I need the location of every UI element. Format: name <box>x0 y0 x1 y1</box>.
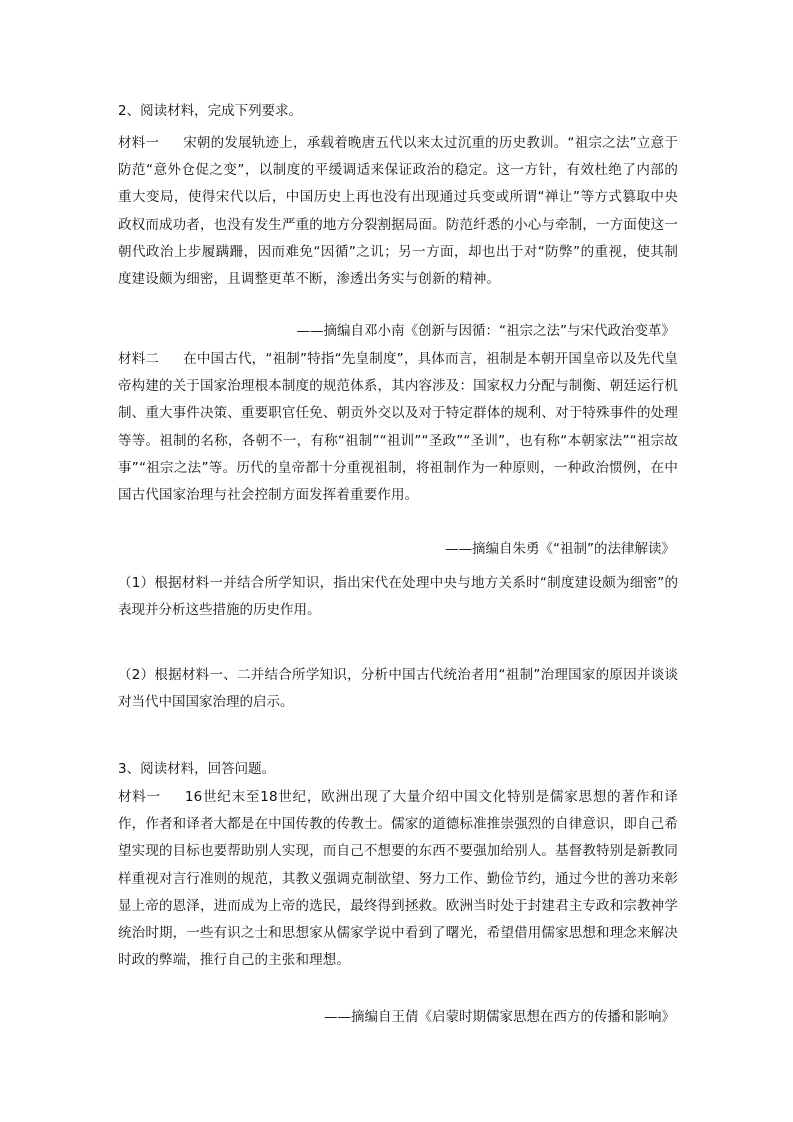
q2-material-2-label: 材料二 <box>118 351 160 367</box>
q2-material-2-source: ——摘编自朱勇《“祖制”的法律解读》 <box>445 541 675 557</box>
q3-material-1-source: ——摘编自王倩《启蒙时期儒家思想在西方的传播和影响》 <box>324 1009 675 1025</box>
q2-sub-question-1: （1）根据材料一并结合所学知识，指出宋代在处理中央与地方关系时“制度建设颇为细密”的表现并分析这些措施的历史作用。 <box>118 575 678 619</box>
q2-material-2 <box>118 346 678 509</box>
q2-material-1-source: ——摘编自邓小南《创新与因循：“祖宗之法”与宋代政治变革》 <box>296 323 675 339</box>
q2-material-2-text: 在中国古代，“祖制”特指“先皇制度”，具体而言，祖制是本朝开国皇帝以及先代皇帝构建的关于国家治理根本制度的规范体系，其内容涉及：国家权力分配与制衡、朝廷运行机制、重大事件决策、重要职官任免、朝贡外交以及对于特定群体的规利、对于特殊事件的处理等等。祖制的名称，各朝不一，有称“祖制”“祖训”“圣政”“圣训”，也有称“本朝家法”“祖宗故事”“祖宗之法”等。历代的皇帝都十分重视祖制，将祖制作为一种原则，一种政治惯例，在中国古代国家治理与社会控制方面发挥着重要作用。 <box>118 351 678 504</box>
q3-material-1-text: 16世纪末至18世纪，欧洲出现了大量介绍中国文化特别是儒家思想的著作和译作，作者和译者大都是在中国传教的传教士。儒家的道德标准推崇强烈的自律意识，即自己希望实现的目标也要帮助别人实现，而自己不想要的东西不要强加给别人。基督教特别是新教同样重视对言行准则的规范，其教义强调克制欲望、努力工作、勤俭节约，通过今世的善功来彰显上帝的恩泽，进而成为上帝的选民，最终得到拯救。欧洲当时处于封建君主专政和宗教神学统治时期，一些有识之士和思想家从儒家学说中看到了曙光，希望借用儒家思想和理念来解决时政的弊端，推行自己的主张和理想。 <box>118 789 678 969</box>
q2-material-1-text: 宋朝的发展轨迹上，承载着晚唐五代以来太过沉重的历史教训。“祖宗之法”立意于防范“意外仓促之变”，以制度的平缓调适来保证政治的稳定。这一方针，有效杜绝了内部的重大变局，使得宋代以后，中国历史上再也没有出现通过兵变或所谓“禅让”等方式篡取中央政权而成功者，也没有发生严重的地方分裂割据局面。防范纤悉的小心与牵制，一方面使这一朝代政治上步履蹒跚，因而难免“因循”之讥；另一方面，却也出于对“防弊”的重视，使其制度建设颇为细密，且调整更革不断，渗透出务实与创新的精神。 <box>118 135 678 288</box>
q2-material-1-label: 材料一 <box>118 135 160 151</box>
question-2-heading: 2、阅读材料，完成下列要求。 <box>118 103 303 119</box>
q3-material-1 <box>118 784 678 974</box>
q2-material-1 <box>118 130 678 293</box>
question-3-heading: 3、阅读材料，回答问题。 <box>118 761 276 777</box>
q3-material-1-label: 材料一 <box>118 789 161 805</box>
q2-sub-question-2: （2）根据材料一、二并结合所学知识，分析中国古代统治者用“祖制”治理国家的原因并谈谈对当代中国国家治理的启示。 <box>118 667 678 711</box>
